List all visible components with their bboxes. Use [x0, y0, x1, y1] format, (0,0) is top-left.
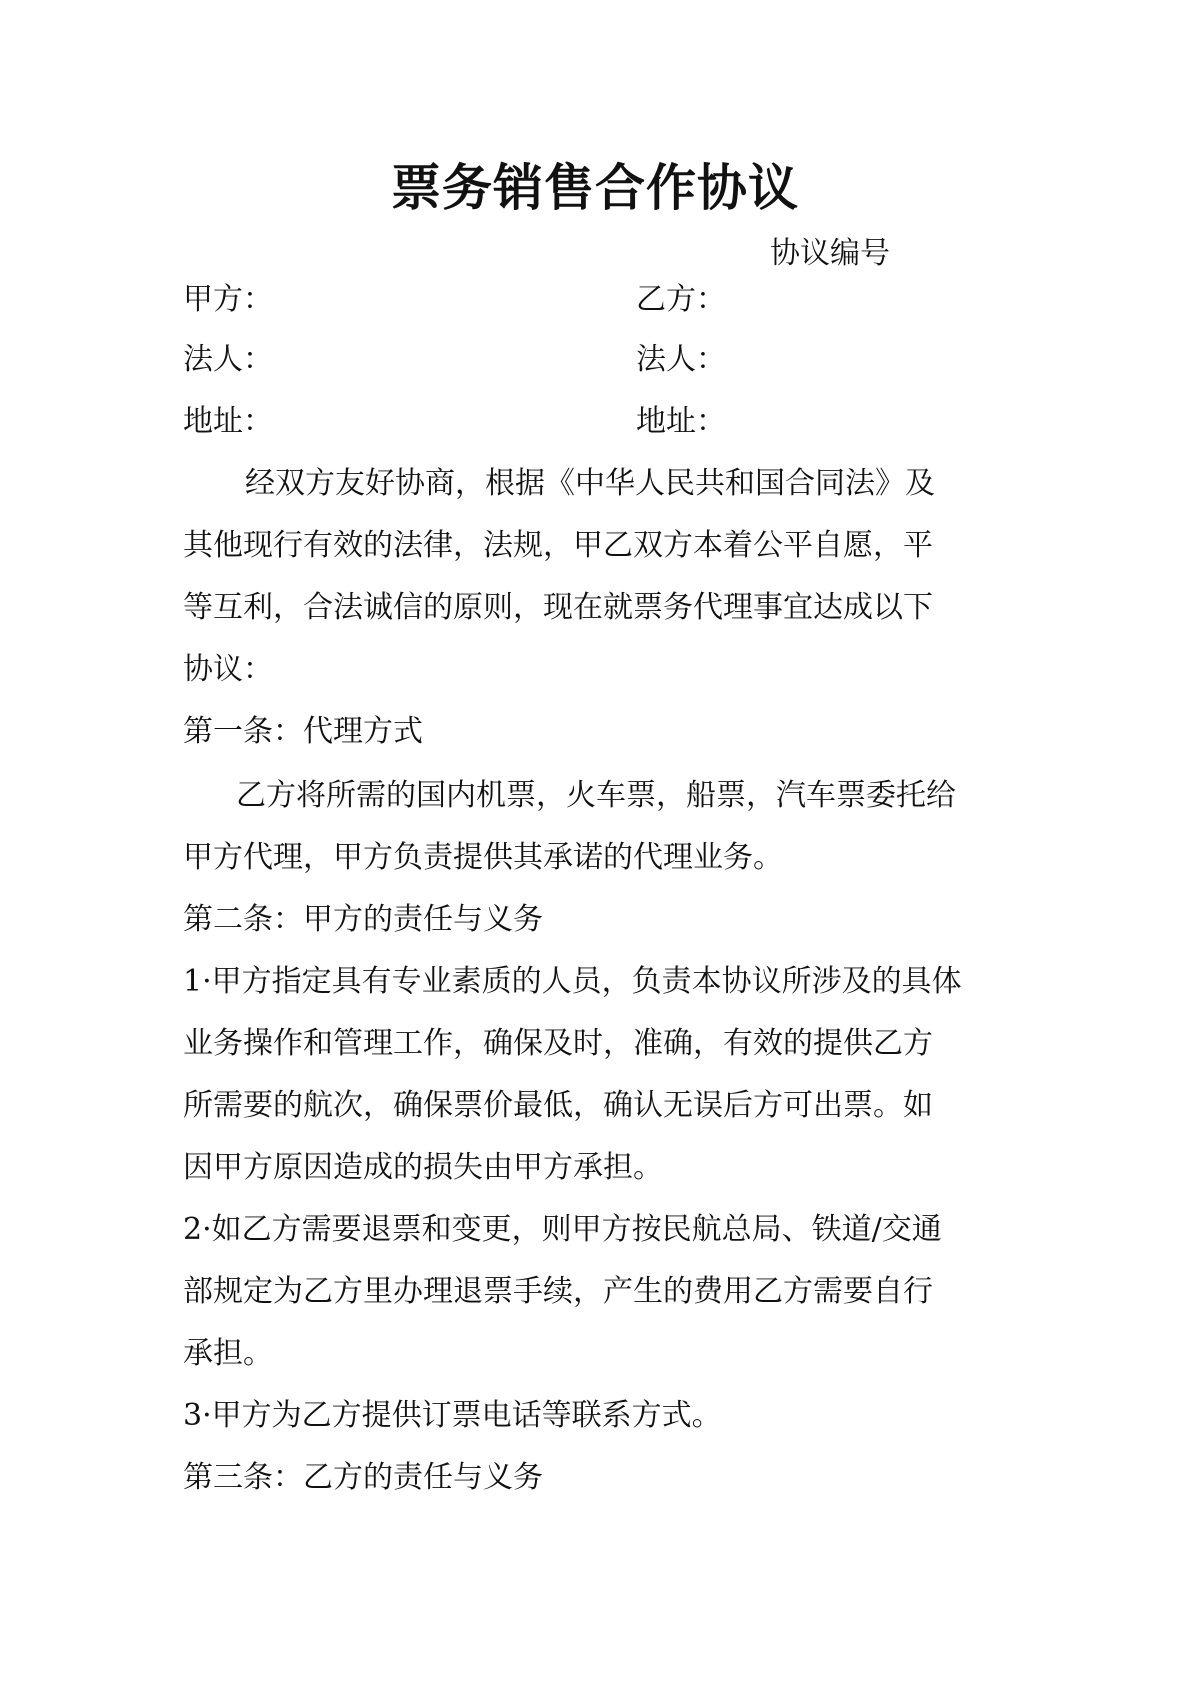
article-1-heading: 第一条：代理方式 [183, 714, 423, 749]
article-2-item-1-line: 1·甲方指定具有专业素质的人员，负责本协议所涉及的具体 [183, 964, 962, 999]
article-2-item-2-line: 承担。 [183, 1336, 273, 1371]
intro-line: 等互利，合法诚信的原则，现在就票务代理事宜达成以下 [183, 590, 933, 625]
agreement-number-label: 协议编号 [770, 236, 890, 271]
party-b-label: 乙方： [636, 282, 726, 317]
article-1-line: 甲方代理，甲方负责提供其承诺的代理业务。 [183, 840, 783, 875]
article-2-item-1-line: 因甲方原因造成的损失由甲方承担。 [183, 1150, 663, 1185]
party-a-legal-person-label: 法人： [183, 342, 273, 377]
party-a-label: 甲方： [183, 282, 273, 317]
article-2-item-1-line: 业务操作和管理工作，确保及时，准确，有效的提供乙方 [183, 1026, 933, 1061]
article-2-item-3-line: 3·甲方为乙方提供订票电话等联系方式。 [183, 1398, 722, 1433]
document-title: 票务销售合作协议 [391, 158, 799, 217]
intro-line: 协议： [183, 652, 273, 687]
article-1-line: 乙方将所需的国内机票，火车票，船票，汽车票委托给 [236, 778, 956, 813]
article-2-heading: 第二条：甲方的责任与义务 [183, 902, 543, 937]
party-a-address-label: 地址： [183, 404, 273, 439]
intro-line: 经双方友好协商，根据《中华人民共和国合同法》及 [245, 466, 935, 501]
article-2-item-1-line: 所需要的航次，确保票价最低，确认无误后方可出票。如 [183, 1088, 933, 1123]
article-2-item-2-line: 2·如乙方需要退票和变更，则甲方按民航总局、铁道/交通 [183, 1212, 942, 1247]
party-b-address-label: 地址： [636, 404, 726, 439]
article-3-heading: 第三条：乙方的责任与义务 [183, 1460, 543, 1495]
intro-line: 其他现行有效的法律，法规，甲乙双方本着公平自愿，平 [183, 528, 933, 563]
article-2-item-2-line: 部规定为乙方里办理退票手续，产生的费用乙方需要自行 [183, 1274, 933, 1309]
party-b-legal-person-label: 法人： [636, 342, 726, 377]
